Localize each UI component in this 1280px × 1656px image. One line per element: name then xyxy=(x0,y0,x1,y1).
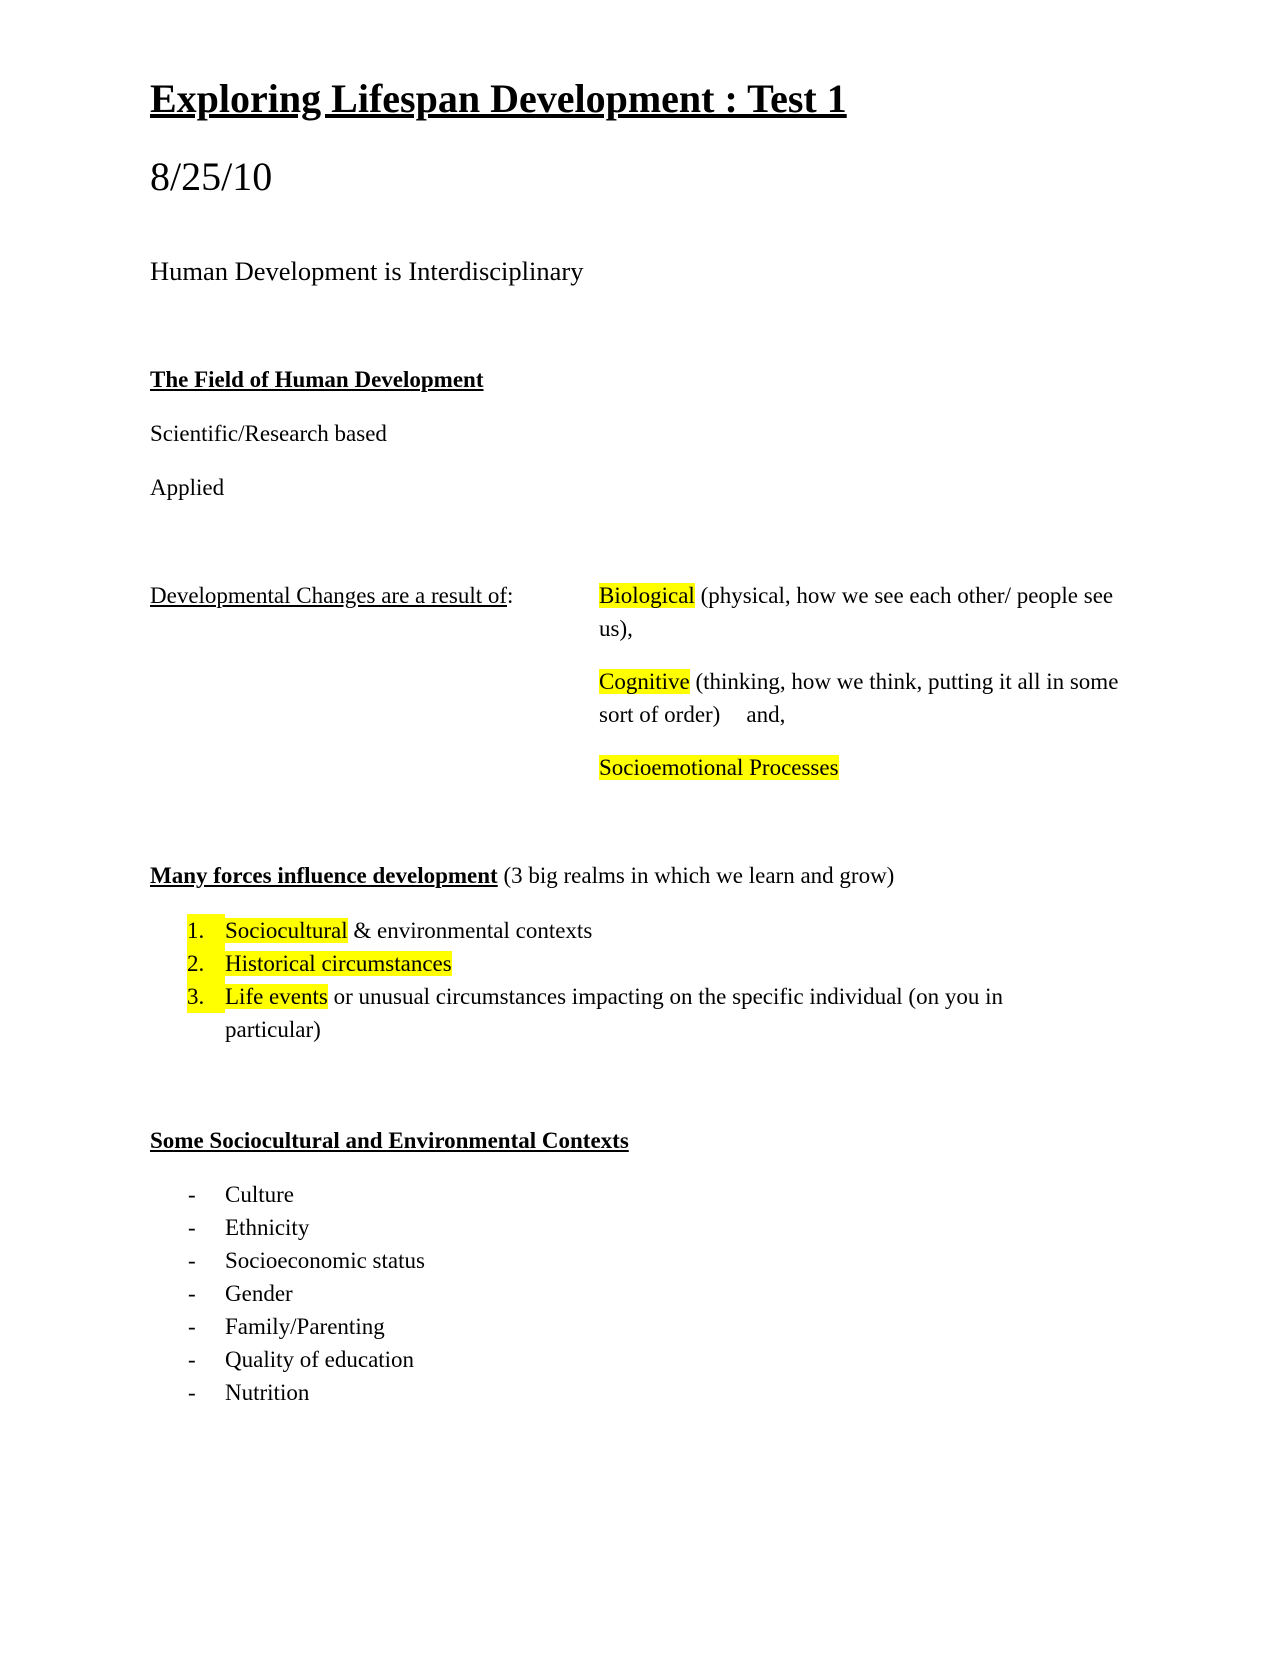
document-date: 8/25/10 xyxy=(150,154,273,199)
list-item-text: Ethnicity xyxy=(225,1215,310,1240)
list-number: 1. xyxy=(187,914,225,947)
highlight-cognitive: Cognitive xyxy=(599,669,690,694)
list-item xyxy=(150,1310,425,1343)
contexts-list xyxy=(150,1178,425,1409)
biological-description: (physical, how we see each other/ people see us), xyxy=(599,583,1114,641)
document-subtitle: Human Development is Interdisciplinary xyxy=(150,256,584,286)
highlight-historical: Historical circumstances xyxy=(225,951,452,976)
bullet-dash: - xyxy=(188,1314,196,1339)
list-item-rest: & environmental contexts xyxy=(347,918,593,943)
developmental-changes-label-text: Developmental Changes are a result of xyxy=(150,583,508,608)
contexts-heading: Some Sociocultural and Environmental Contexts xyxy=(150,1128,629,1153)
list-item-text: Socioeconomic status xyxy=(225,1248,425,1273)
process-cognitive xyxy=(599,666,1139,731)
list-item xyxy=(150,1244,425,1277)
bullet-dash: - xyxy=(188,1248,196,1273)
list-item-text: Quality of education xyxy=(225,1347,415,1372)
list-item xyxy=(150,980,1080,1046)
highlight-socioemotional: Socioemotional Processes xyxy=(599,755,839,780)
process-list xyxy=(599,580,1139,806)
list-number: 3. xyxy=(187,980,225,1013)
list-item xyxy=(150,914,1080,947)
list-item xyxy=(150,1178,425,1211)
list-item-rest: or unusual circumstances impacting on the specific individual (on you in particular) xyxy=(225,984,1003,1042)
highlight-sociocultural: Sociocultural xyxy=(225,918,348,943)
list-item xyxy=(150,1343,425,1376)
field-line-scientific: Scientific/Research based xyxy=(150,421,387,446)
bullet-dash: - xyxy=(188,1380,196,1405)
cognitive-description: (thinking, how we think, putting it all in some sort of order) xyxy=(599,669,1119,727)
field-line-applied: Applied xyxy=(150,475,225,500)
forces-heading-line xyxy=(150,860,894,892)
process-socioemotional xyxy=(599,752,1139,785)
list-item xyxy=(150,1277,425,1310)
list-item-text: Nutrition xyxy=(225,1380,310,1405)
bullet-dash: - xyxy=(188,1215,196,1240)
bullet-dash: - xyxy=(188,1182,196,1207)
process-biological xyxy=(599,580,1139,645)
list-item-text: Gender xyxy=(225,1281,293,1306)
forces-heading: Many forces influence development xyxy=(150,863,498,888)
forces-note: (3 big realms in which we learn and grow) xyxy=(497,863,895,888)
list-item xyxy=(150,1376,425,1409)
highlight-life-events: Life events xyxy=(225,984,328,1009)
highlight-biological: Biological xyxy=(599,583,695,608)
developmental-changes-colon: : xyxy=(507,583,514,608)
list-item xyxy=(150,947,1080,980)
field-heading: The Field of Human Development xyxy=(150,367,484,392)
bullet-dash: - xyxy=(188,1281,196,1306)
list-item-text: Culture xyxy=(225,1182,294,1207)
list-item-text: Family/Parenting xyxy=(225,1314,385,1339)
forces-list xyxy=(150,914,1080,1046)
developmental-changes-label xyxy=(150,580,513,612)
list-number: 2. xyxy=(187,947,225,980)
cognitive-and: and, xyxy=(746,701,786,727)
document-title: Exploring Lifespan Development : Test 1 xyxy=(150,76,847,121)
bullet-dash: - xyxy=(188,1347,196,1372)
list-item xyxy=(150,1211,425,1244)
